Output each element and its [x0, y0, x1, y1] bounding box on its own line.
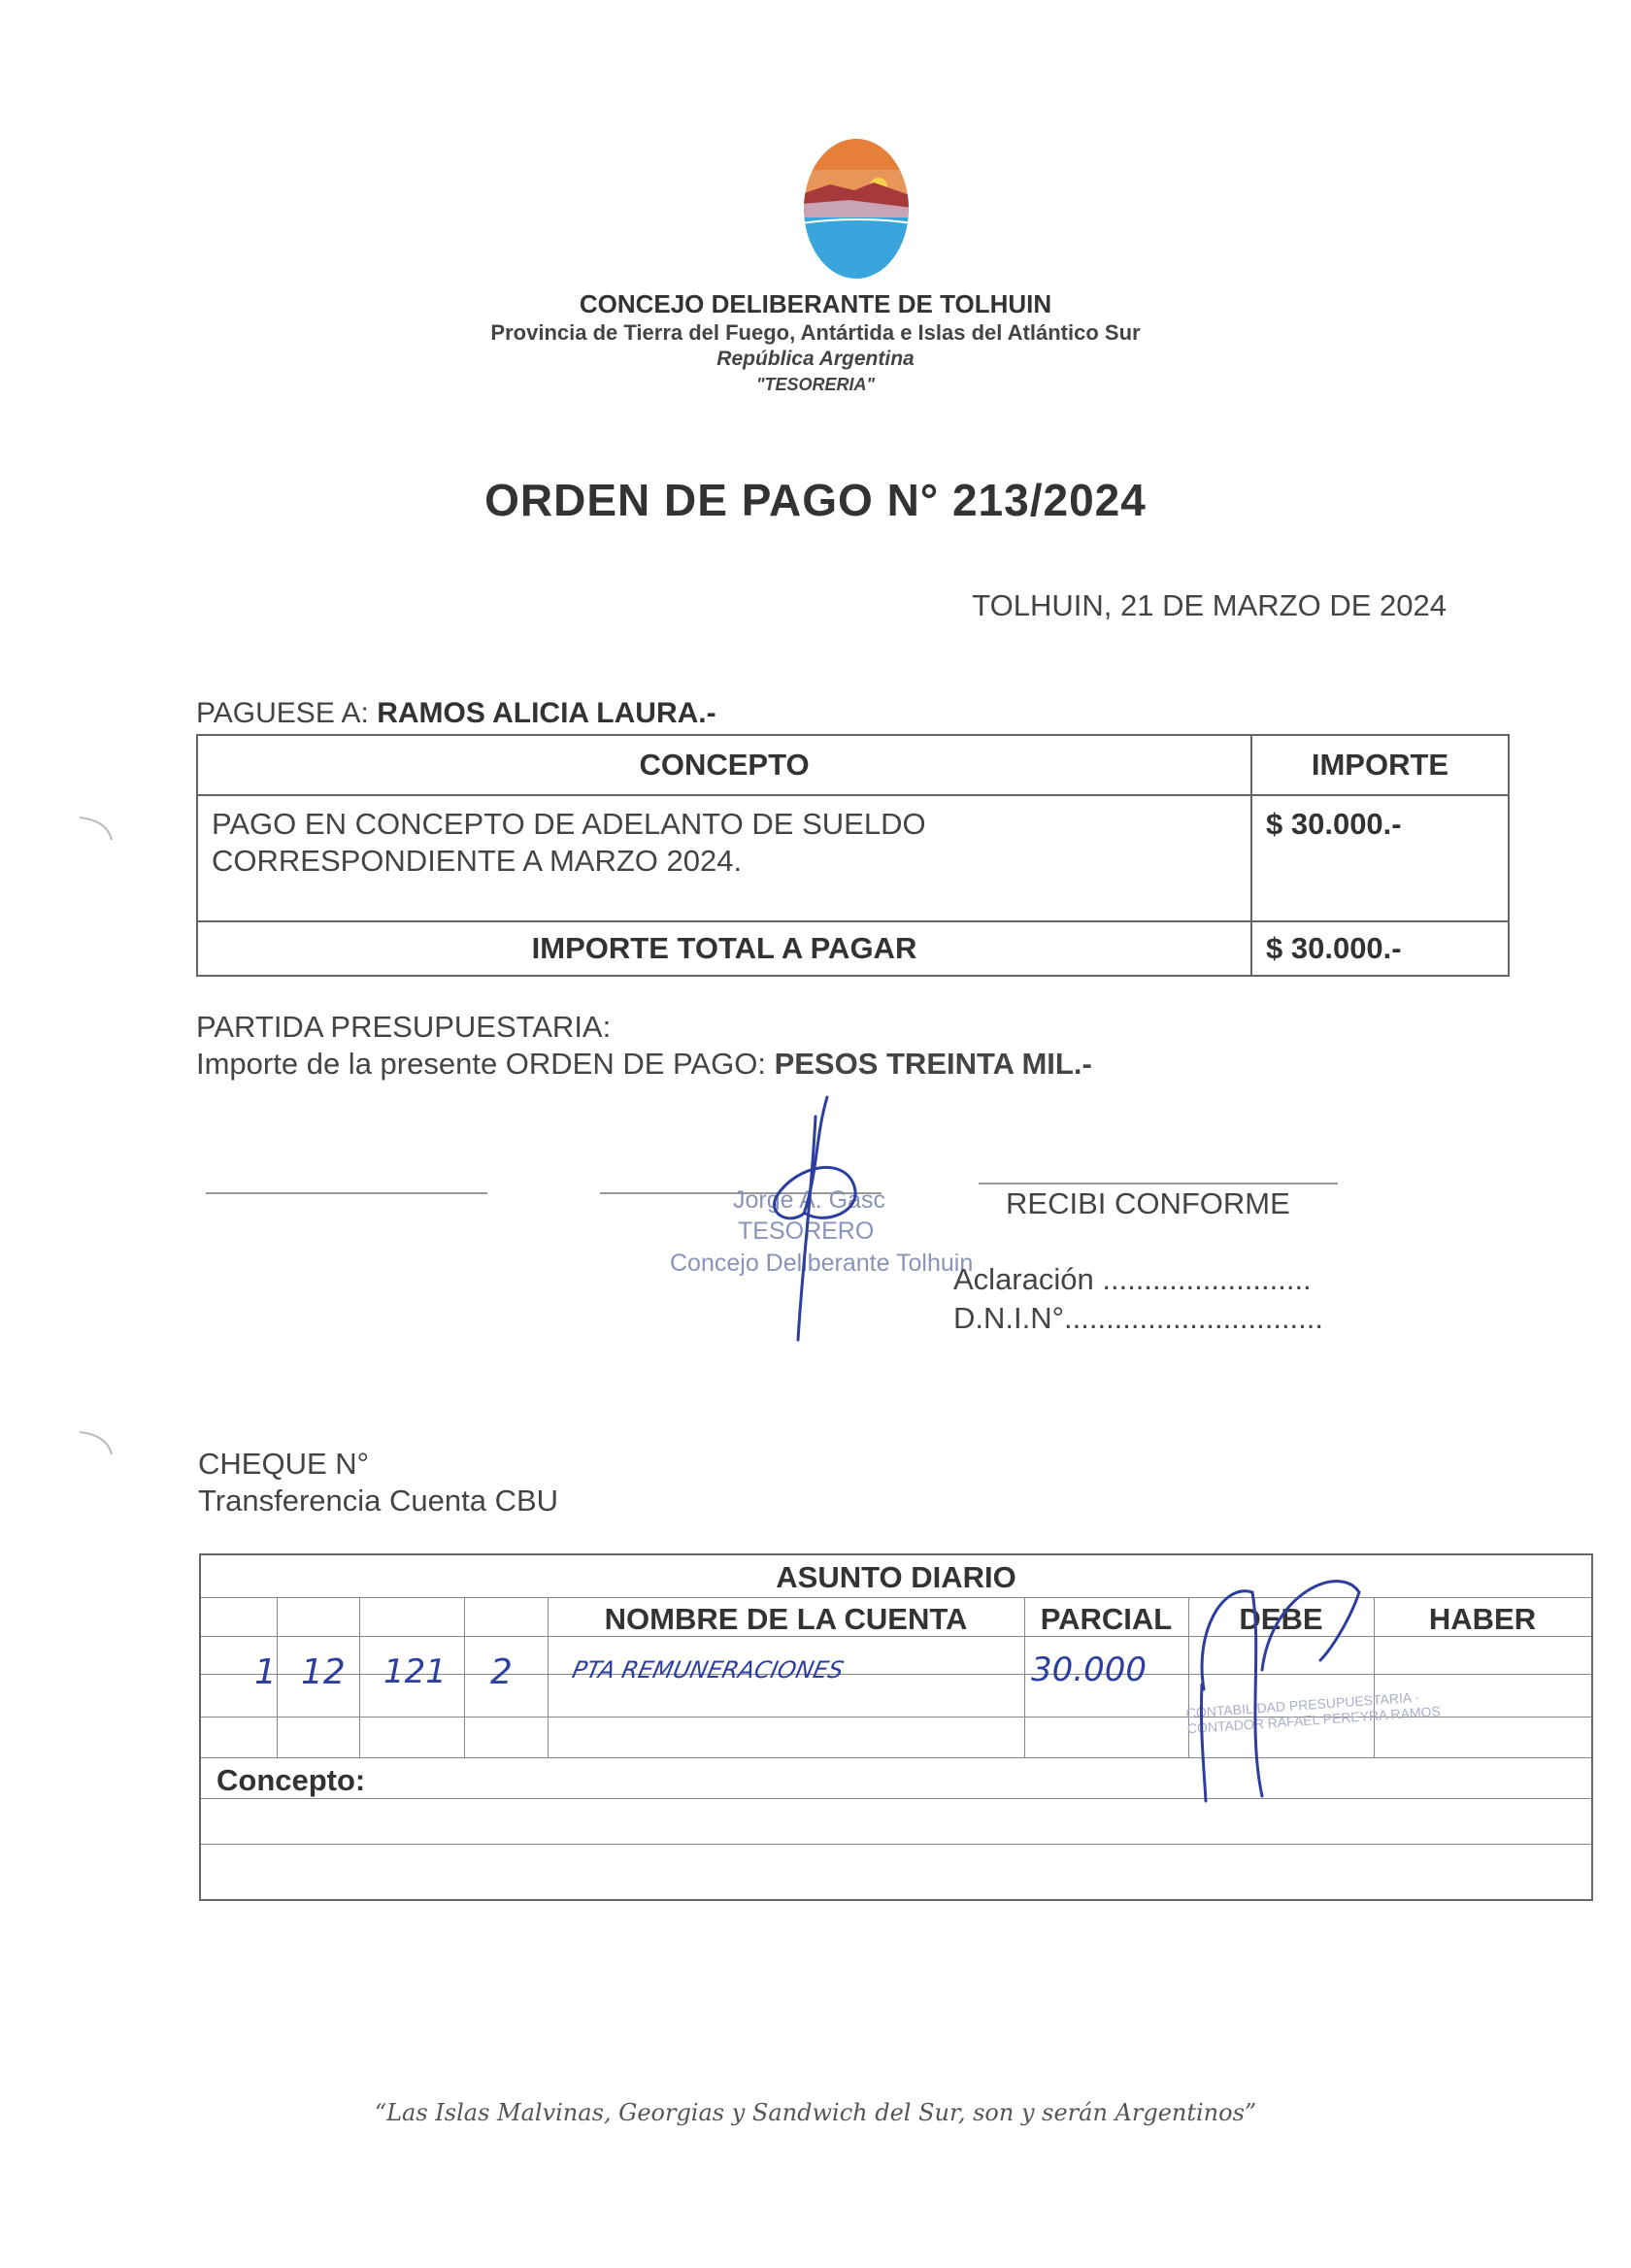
concept-item-amount: $ 30.000.-: [1251, 795, 1509, 921]
footer-motto: “Las Islas Malvinas, Georgias y Sandwich del Sur, son y serán Argentinos”: [374, 2099, 1257, 2126]
concept-item-line2: CORRESPONDIENTE A MARZO 2024.: [212, 844, 743, 878]
concept-col-header: CONCEPTO: [197, 735, 1251, 795]
tolhuin-logo-icon: [801, 136, 913, 282]
total-label: IMPORTE TOTAL A PAGAR: [197, 921, 1251, 976]
payee-name: RAMOS ALICIA LAURA.-: [377, 697, 716, 729]
handwritten-code-2: 12: [301, 1652, 346, 1692]
partial-header: PARCIAL: [1040, 1602, 1173, 1636]
handwritten-partial-amount: 30.000: [1031, 1651, 1147, 1689]
handwritten-code-1: 1: [254, 1652, 277, 1692]
transfer-cbu-label: Transferencia Cuenta CBU: [198, 1484, 559, 1518]
province-line: Provincia de Tierra del Fuego, Antártida e Islas del Atlántico Sur: [490, 320, 1141, 345]
office-line: "TESORERIA": [755, 375, 876, 394]
debit-header: DEBE: [1239, 1602, 1323, 1636]
cheque-number-label: CHEQUE N°: [198, 1447, 370, 1481]
handwritten-code-4: 2: [490, 1652, 513, 1692]
received-conforming-label: RECIBI CONFORME: [1006, 1186, 1290, 1220]
treasurer-stamp-name: Jorge A. Gasc: [733, 1186, 886, 1214]
republic-line: República Argentina: [716, 348, 915, 370]
grid-line: [201, 1798, 1591, 1799]
signature-line-recipient: [979, 1183, 1338, 1184]
clarification-field: Aclaración .........................: [953, 1262, 1312, 1296]
punch-mark-top: [80, 817, 112, 840]
amount-in-words: PESOS TREINTA MIL.-: [774, 1047, 1092, 1081]
grid-line: [464, 1597, 465, 1757]
amount-col-header: IMPORTE: [1251, 735, 1509, 795]
journal-title: ASUNTO DIARIO: [776, 1560, 1016, 1594]
grid-line: [201, 1844, 1591, 1845]
account-name-header: NOMBRE DE LA CUENTA: [604, 1602, 968, 1636]
amount-in-words-prefix: Importe de la presente ORDEN DE PAGO:: [196, 1047, 766, 1081]
concept-header-row: [197, 735, 1509, 795]
grid-line: [359, 1597, 360, 1757]
grid-line: [201, 1597, 1591, 1598]
treasurer-stamp-role: TESORERO: [738, 1217, 875, 1245]
payee-label: PAGUESE A:: [196, 697, 369, 729]
concept-item-cell: [197, 795, 1251, 921]
concept-item-line1: PAGO EN CONCEPTO DE ADELANTO DE SUELDO: [212, 807, 926, 841]
handwritten-account-name: PTA REMUNERACIONES: [570, 1656, 847, 1684]
accounting-stamp: CONTABILIDAD PRESUPUESTARIA · CONTADOR RAFAEL PEREYRA RAMOS: [1185, 1688, 1442, 1737]
punch-mark-bottom: [80, 1432, 112, 1454]
grid-line: [277, 1597, 278, 1757]
order-title: ORDEN DE PAGO N° 213/2024: [484, 475, 1147, 525]
concept-item-row: [197, 795, 1509, 921]
dni-field: D.N.I.N°...............................: [953, 1301, 1324, 1335]
signature-line-left: [206, 1192, 487, 1194]
place-date: TOLHUIN, 21 DE MARZO DE 2024: [972, 588, 1447, 622]
total-amount: $ 30.000.-: [1251, 921, 1509, 976]
handwritten-code-3: 121: [383, 1652, 447, 1691]
budget-partida: PARTIDA PRESUPUESTARIA:: [196, 1010, 612, 1044]
amount-in-words-line: [196, 1047, 1092, 1082]
concept-table: [196, 734, 1510, 977]
payee-line: [196, 697, 716, 730]
credit-header: HABER: [1428, 1602, 1537, 1636]
treasurer-stamp-org: Concejo Deliberante Tolhuin: [670, 1250, 974, 1277]
journal-concept-label: Concepto:: [216, 1763, 366, 1797]
grid-line: [201, 1757, 1591, 1758]
journal-entry-table: [199, 1553, 1593, 1901]
institution-title: CONCEJO DELIBERANTE DE TOLHUIN: [579, 289, 1052, 318]
total-row: [197, 921, 1509, 976]
